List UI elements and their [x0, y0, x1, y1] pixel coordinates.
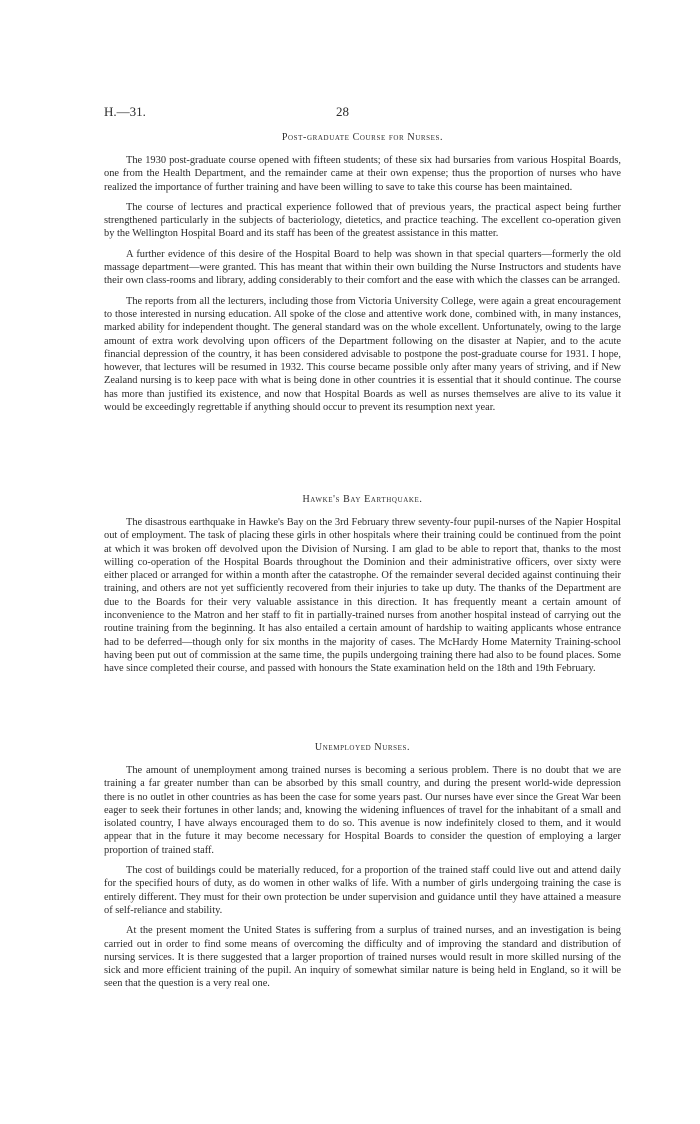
running-header: [104, 104, 624, 124]
paragraph: A further evidence of this desire of the Hospital Board to help was shown in that special quarters—formerly the old massage department—were granted. This has meant that within their own building the Nurse Instructors and students have their own class-rooms and library, adding considerably to their comfort and the ease with which the classes can be arranged.: [104, 248, 621, 287]
section-heading: Unemployed Nurses.: [314, 742, 411, 753]
paragraph: At the present moment the United States is suffering from a surplus of trained nurses, and an investigation is being carried out in order to find some means of overcoming the difficulty and of improving the standard and distribution of nursing services. It is there suggested that a larger proportion of trained nurses would result in more skilled nursing of the sick and more efficient training of the pupil. An inquiry of somewhat similar nature is being held in England, so it will be seen that the question is a very real one.: [104, 925, 621, 990]
paragraph: The course of lectures and practical experience followed that of previous years, the practical aspect being further strengthened particularly in the subjects of bacteriology, dietetics, and practice teaching. The excellent co-operation given by the Wellington Hospital Board and its staff has been of the greatest assistance in this matter.: [104, 201, 621, 240]
document-reference: H.—31.: [104, 104, 146, 119]
section-heading: Post-graduate Course for Nurses.: [281, 132, 444, 143]
paragraph: The disastrous earthquake in Hawke's Bay on the 3rd February threw seventy-four pupil-nurses of the Napier Hospital out of employment. The task of placing these girls in other hospitals where their training could be continued from the point at which it was broken off devolved upon the Division of Nursing. I am glad to be able to report that, thanks to the most willing co-operation of the Hospital Boards throughout the Dominion and their administrative officers, over sixty were either placed or arranged for within a month after the catastrophe. Of the remainder several decided against continuing their training, and others are not yet sufficiently recovered from their injuries to take up duty. The thanks of the Department are due to the Boards for their very valuable assistance in this direction. It has frequently meant a certain amount of inconvenience to the Matron and her staff to fit in partially-trained nurses from another hospital instead of carrying out the routine training from the beginning. It has also entailed a certain amount of hardship to waiting applicants whose entrance had to be deferred—though only for six months in the majority of cases. The McHardy Home Maternity Training-school having been put out of commission at the same time, the pupils undergoing training there had also to be found places. Some have since completed their course, and passed with honours the State examination held on the 18th and 19th February.: [104, 517, 621, 675]
section-hawkes-bay-earthquake: [104, 494, 621, 683]
section-unemployed-nurses: [104, 742, 621, 998]
paragraph: The 1930 post-graduate course opened with fifteen students; of these six had bursaries from various Hospital Boards, one from the Health Department, and the remainder came at their own expense; thus the proportion of nurses who have realized the importance of further training and have been willing to save to take this course has been maintained.: [104, 155, 621, 193]
paragraph: The reports from all the lecturers, including those from Victoria University College, were again a great encouragement to those interested in nursing education. All spoke of the close and attentive work done, combined with, in many instances, marked ability for independent thought. The general standard was on the whole excellent. Unfortunately, owing to the large amount of extra work devolving upon officers of the Department following on the disaster at Napier, and to the acute financial depression of the country, it has been considered advisable to postpone the post-graduate course for 1931. I hope, however, that lectures will be resumed in 1932. This course became possible only after many years of striving, and if New Zealand nursing is to keep pace with what is being done in other countries it is essential that it should continue. The course has more than justified its existence, and now that Hospital Boards as well as nurses themselves are alive to its value it would be exceedingly regrettable if anything should occur to prevent its resumption next year.: [104, 295, 621, 414]
page-number: 28: [336, 104, 349, 119]
section-post-graduate-course: [104, 132, 621, 421]
paragraph: The cost of buildings could be materially reduced, for a proportion of the trained staff could live out and attend daily for the specified hours of duty, as do women in other walks of life. With a number of girls undergoing training the case is entirely different. They must for their own protection be under supervision and guidance until they have attained a measure of self-reliance and stability.: [104, 865, 621, 916]
paragraph: The amount of unemployment among trained nurses is becoming a serious problem. There is no doubt that we are training a far greater number than can be absorbed by this small country, and during the present world-wide depression there is no outlet in other countries as has been the case for some years past. Our nurses have ever since the Great War been eager to seek their fortunes in other lands; and, knowing the widening influences of travel for the inhabitant of a small and isolated country, I have always encouraged them to do so. This avenue is now indefinitely closed to them, and it would appear that in the future it may become necessary for Hospital Boards to consider the question of employing a larger proportion of trained staff.: [104, 765, 621, 856]
section-heading: Hawke's Bay Earthquake.: [302, 494, 423, 505]
